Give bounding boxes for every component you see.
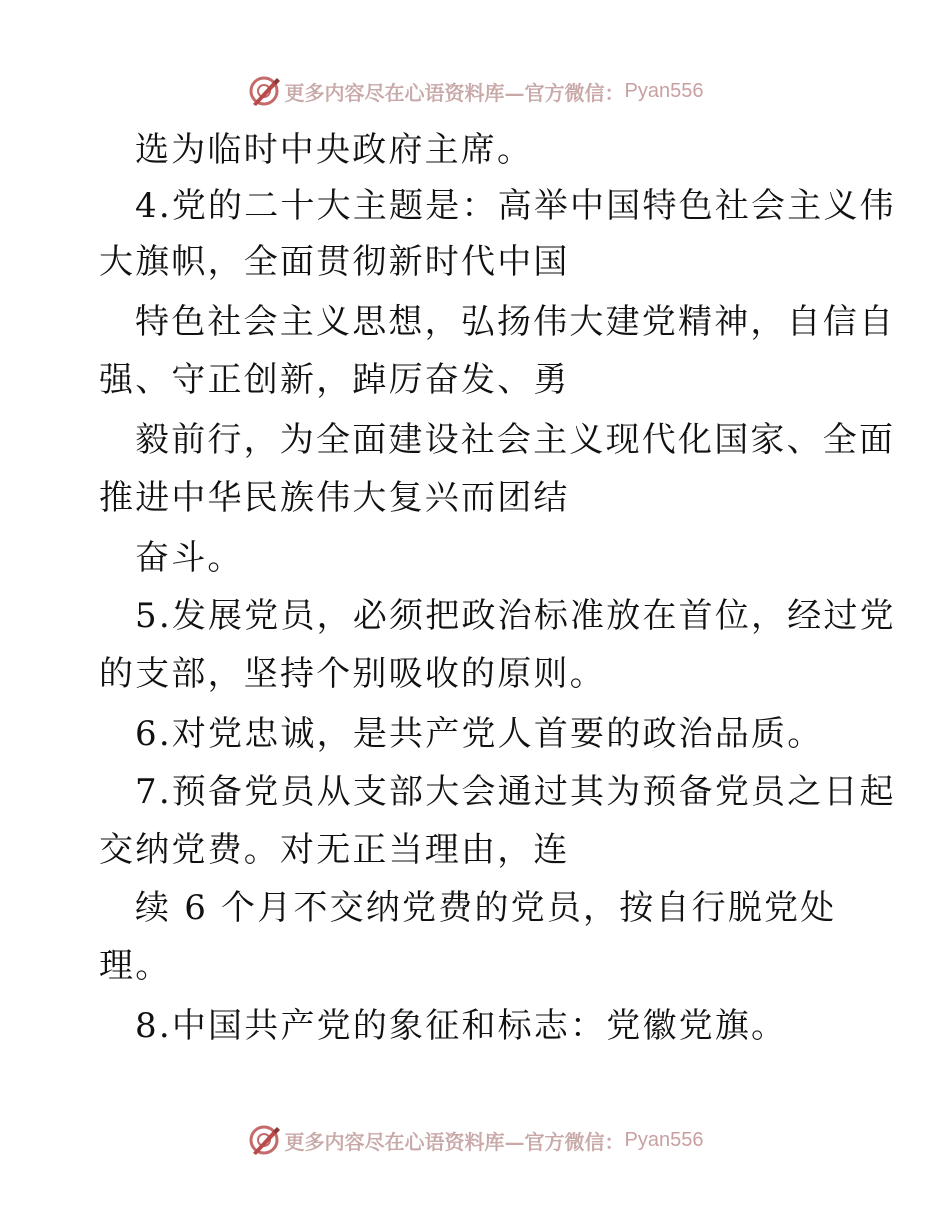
text-line: 6.对党忠诚，是共产党人首要的政治品质。 <box>135 714 824 754</box>
text-line: 毅前行，为全面建设社会主义现代化国家、全面 <box>135 420 896 460</box>
header-brand-text: 更多内容尽在心语资料库—官方微信： <box>284 80 625 105</box>
text-line: 推进中华民族伟大复兴而团结 <box>99 478 570 518</box>
text-line: 5.发展党员，必须把政治标准放在首位，经过党 <box>135 596 896 636</box>
text-line: 续 6 个月不交纳党费的党员，按自行脱党处 <box>135 888 837 928</box>
footer-wechat-id: Pyan556 <box>624 1128 704 1151</box>
pen-logo-icon <box>247 74 281 108</box>
text-line: 大旗帜，全面贯彻新时代中国 <box>99 242 570 282</box>
footer-brand-text: 更多内容尽在心语资料库—官方微信： <box>284 1129 625 1154</box>
text-line: 强、守正创新，踔厉奋发、勇 <box>99 360 570 400</box>
text-line: 选为临时中央政府主席。 <box>135 130 534 170</box>
text-line: 奋斗。 <box>135 538 244 578</box>
text-line: 交纳党费。对无正当理由，连 <box>99 830 570 870</box>
text-line: 特色社会主义思想，弘扬伟大建党精神，自信自 <box>135 302 896 342</box>
text-line: 8.中国共产党的象征和标志：党徽党旗。 <box>135 1006 788 1046</box>
text-line: 7.预备党员从支部大会通过其为预备党员之日起 <box>135 772 896 812</box>
text-line: 4.党的二十大主题是：高举中国特色社会主义伟 <box>135 186 896 226</box>
text-line: 的支部，坚持个别吸收的原则。 <box>99 654 606 694</box>
footer-banner <box>0 1120 950 1160</box>
text-line: 理。 <box>99 946 172 986</box>
header-banner <box>0 71 950 111</box>
pen-logo-icon <box>247 1123 281 1157</box>
header-wechat-id: Pyan556 <box>624 79 704 102</box>
